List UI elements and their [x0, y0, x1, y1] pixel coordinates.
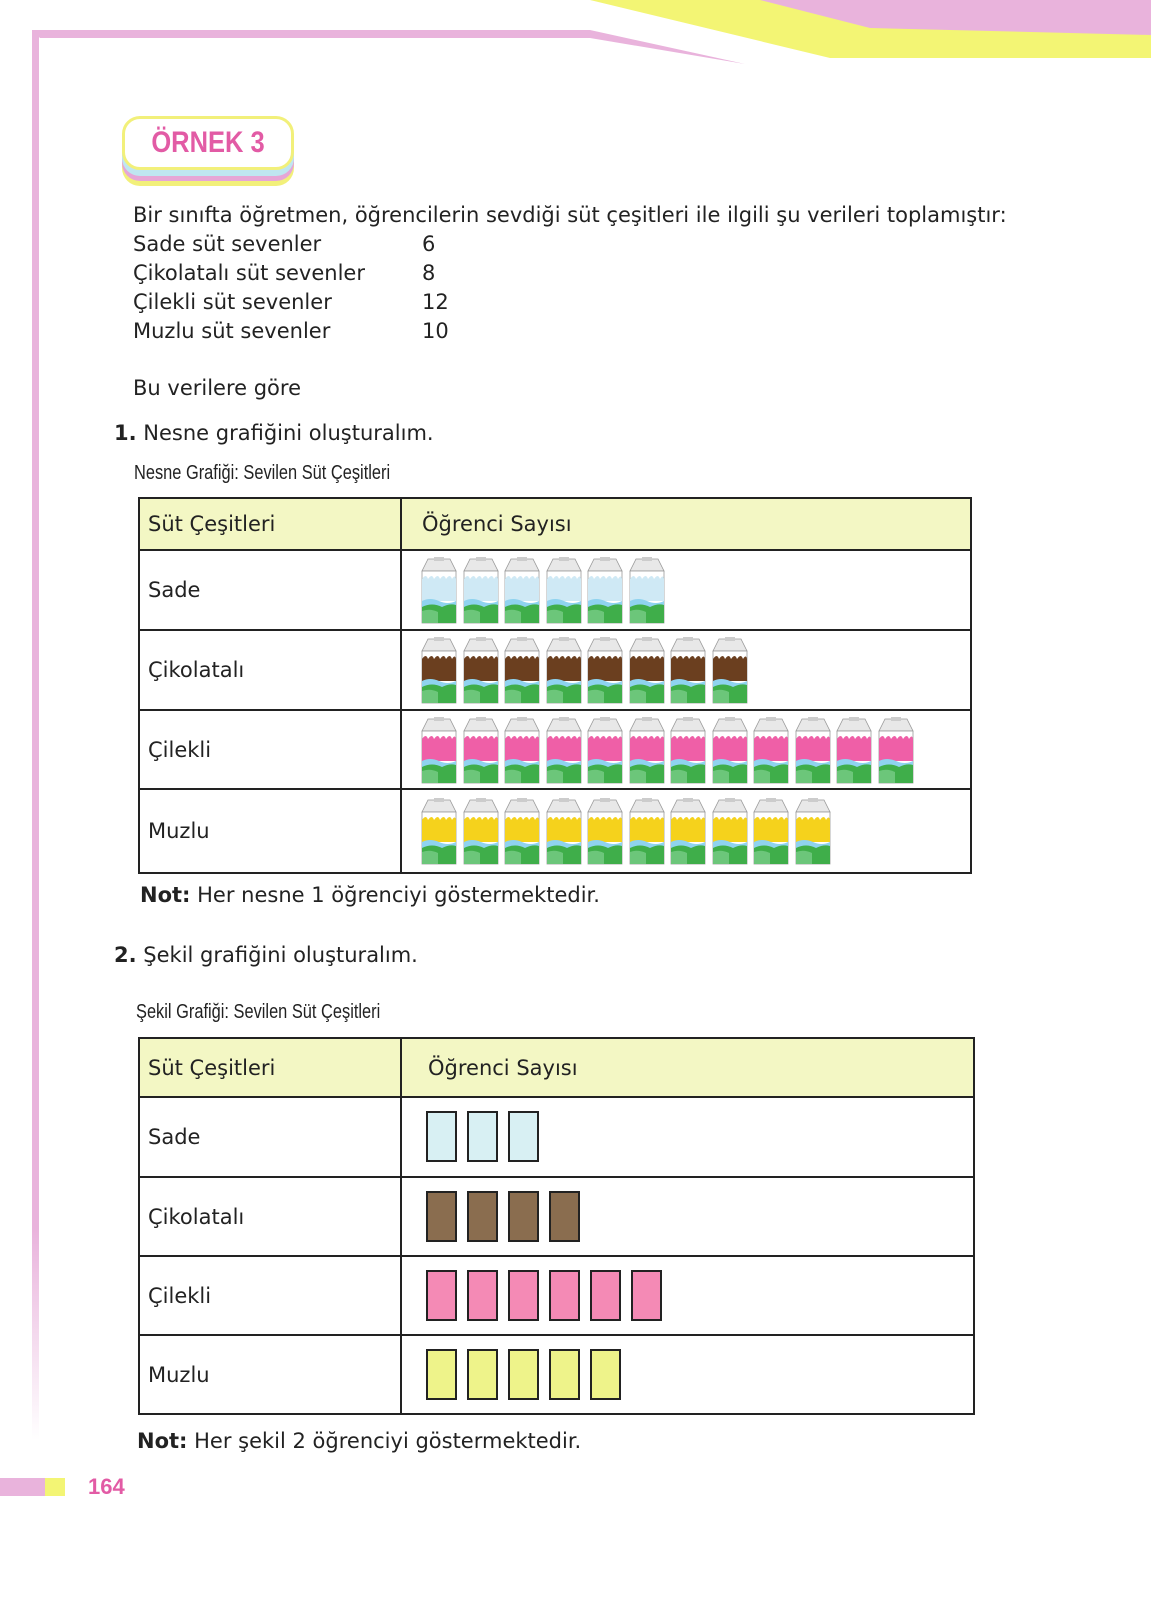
q1-number: 1.: [114, 421, 137, 445]
carton-list: [402, 631, 970, 709]
milk-carton-icon: [628, 798, 666, 866]
table-row: [139, 550, 971, 630]
milk-carton-icon: [503, 798, 541, 866]
header-count: Öğrenci Sayısı: [401, 1038, 974, 1097]
footer-yellow-bar: [45, 1478, 65, 1496]
milk-carton-icon: [835, 717, 873, 785]
note-text: Her şekil 2 öğrenciyi göstermektedir.: [187, 1429, 582, 1453]
milk-carton-icon: [586, 637, 624, 705]
milk-carton-icon: [669, 637, 707, 705]
row-label: Sade: [139, 1097, 401, 1177]
row-label: Çikolatalı: [139, 630, 401, 710]
milk-carton-icon: [669, 798, 707, 866]
carton-list: [402, 551, 970, 629]
q1-text: Nesne grafiğini oluşturalım.: [143, 421, 434, 445]
row-label: Sade: [139, 550, 401, 630]
milk-carton-icon: [586, 717, 624, 785]
milk-carton-icon: [462, 637, 500, 705]
milk-carton-icon: [420, 717, 458, 785]
shape-list: [402, 1336, 973, 1413]
badge-text: ÖRNEK 3: [151, 126, 265, 159]
header-type: Süt Çeşitleri: [139, 1038, 401, 1097]
shape-list: [402, 1178, 973, 1255]
shape-square: [508, 1349, 539, 1400]
carton-list: [402, 711, 970, 788]
milk-carton-icon: [628, 557, 666, 625]
shape-square: [590, 1349, 621, 1400]
object-graph-table: [138, 497, 972, 874]
data-row-value: 10: [422, 319, 449, 343]
row-label: Muzlu: [139, 1335, 401, 1414]
milk-carton-icon: [545, 637, 583, 705]
shape-graph-title: Şekil Grafiği: Sevilen Süt Çeşitleri: [136, 1001, 381, 1023]
example-badge: [122, 116, 294, 170]
shape-square: [549, 1349, 580, 1400]
footer-pink-bar: [0, 1478, 45, 1496]
data-row-label: Muzlu süt sevenler: [133, 319, 331, 343]
row-label: Çikolatalı: [139, 1177, 401, 1256]
question-1: [114, 421, 434, 445]
milk-carton-icon: [628, 717, 666, 785]
milk-carton-icon: [628, 637, 666, 705]
page-number: 164: [88, 1474, 125, 1499]
milk-carton-icon: [545, 798, 583, 866]
intro-text: Bir sınıfta öğretmen, öğrencilerin sevdiği süt çeşitleri ile ilgili şu verileri toplamıştır:: [133, 203, 1007, 227]
table-row: [139, 789, 971, 873]
milk-carton-icon: [711, 717, 749, 785]
shape-square: [590, 1270, 621, 1321]
milk-carton-icon: [586, 557, 624, 625]
row-label: Çilekli: [139, 710, 401, 789]
milk-carton-icon: [420, 557, 458, 625]
data-row-value: 8: [422, 261, 436, 285]
shape-square: [467, 1111, 498, 1162]
milk-carton-icon: [420, 798, 458, 866]
shape-list: [402, 1098, 973, 1176]
milk-carton-icon: [462, 717, 500, 785]
q2-text: Şekil grafiğini oluşturalım.: [143, 943, 418, 967]
shape-square: [426, 1191, 457, 1242]
object-graph-title: Nesne Grafiği: Sevilen Süt Çeşitleri: [134, 462, 391, 484]
table-row: [139, 1256, 974, 1335]
table-row: [139, 710, 971, 789]
milk-carton-icon: [711, 637, 749, 705]
carton-list: [402, 790, 970, 872]
data-row-label: Çikolatalı süt sevenler: [133, 261, 365, 285]
table-row: [139, 1335, 974, 1414]
data-row-value: 12: [422, 290, 449, 314]
left-border: [32, 30, 39, 1440]
milk-carton-icon: [877, 717, 915, 785]
lead-text: Bu verilere göre: [133, 376, 301, 400]
shape-graph-note: [137, 1429, 581, 1453]
milk-carton-icon: [503, 557, 541, 625]
milk-carton-icon: [545, 557, 583, 625]
header-type: Süt Çeşitleri: [139, 498, 401, 550]
shape-square: [426, 1349, 457, 1400]
data-row-label: Çilekli süt sevenler: [133, 290, 332, 314]
milk-carton-icon: [503, 637, 541, 705]
milk-carton-icon: [752, 798, 790, 866]
shape-square: [549, 1191, 580, 1242]
q2-number: 2.: [114, 943, 137, 967]
shape-square: [508, 1191, 539, 1242]
milk-carton-icon: [503, 717, 541, 785]
table-row: [139, 1097, 974, 1177]
shape-square: [467, 1349, 498, 1400]
milk-carton-icon: [462, 798, 500, 866]
milk-carton-icon: [794, 798, 832, 866]
data-row-label: Sade süt sevenler: [133, 232, 322, 256]
row-label: Muzlu: [139, 789, 401, 873]
milk-carton-icon: [462, 557, 500, 625]
shape-square: [549, 1270, 580, 1321]
shape-square: [467, 1191, 498, 1242]
shape-square: [467, 1270, 498, 1321]
shape-square: [631, 1270, 662, 1321]
shape-square: [508, 1270, 539, 1321]
milk-carton-icon: [545, 717, 583, 785]
shape-graph-table: [138, 1037, 975, 1415]
row-label: Çilekli: [139, 1256, 401, 1335]
header-count: Öğrenci Sayısı: [401, 498, 971, 550]
object-graph-note: [140, 883, 600, 907]
milk-carton-icon: [711, 798, 749, 866]
milk-carton-icon: [752, 717, 790, 785]
data-row-value: 6: [422, 232, 436, 256]
note-label: Not:: [140, 883, 191, 907]
page-decoration: [0, 0, 1151, 80]
shape-square: [426, 1111, 457, 1162]
shape-square: [426, 1270, 457, 1321]
milk-carton-icon: [586, 798, 624, 866]
milk-carton-icon: [420, 637, 458, 705]
shape-list: [402, 1257, 973, 1334]
shape-square: [508, 1111, 539, 1162]
table-row: [139, 1177, 974, 1256]
table-row: [139, 630, 971, 710]
note-text: Her nesne 1 öğrenciyi göstermektedir.: [190, 883, 600, 907]
milk-carton-icon: [669, 717, 707, 785]
question-2: [114, 943, 418, 967]
note-label: Not:: [137, 1429, 188, 1453]
milk-carton-icon: [794, 717, 832, 785]
